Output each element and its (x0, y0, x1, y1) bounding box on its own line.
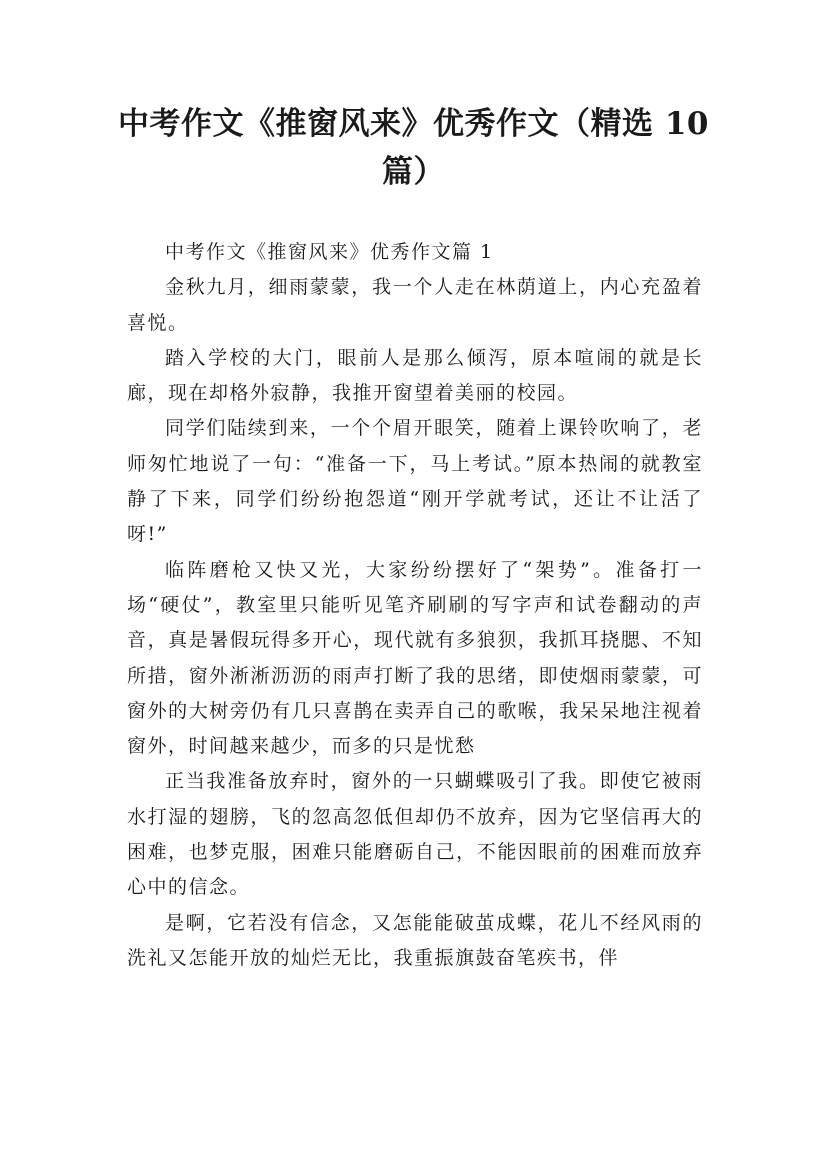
paragraph: 踏入学校的大门，眼前人是那么倾泻，原本喧闹的就是长廊，现在却格外寂静，我推开窗望着美丽的校园。 (127, 346, 703, 405)
document-body (127, 235, 703, 976)
paragraph: 是啊，它若没有信念，又怎能能破茧成蝶，花儿不经风雨的洗礼又怎能开放的灿烂无比，我重振旗鼓奋笔疾书，伴 (127, 911, 703, 969)
document-title: 中考作文《推窗风来》优秀作文（精选 10 篇） (118, 106, 709, 190)
paragraph: 同学们陆续到来，一个个眉开眼笑，随着上课铃吹响了，老师匆忙地说了一句：“准备一下，马上考试。”原本热闹的就教室静了下来，同学们纷纷抱怨道“刚开学就考试，还让不让活了呀!” (127, 417, 703, 546)
section-heading: 中考作文《推窗风来》优秀作文篇 1 (165, 241, 494, 263)
paragraph: 临阵磨枪又快又光，大家纷纷摆好了“架势”。准备打一场“硬仗”，教室里只能听见笔齐刷刷的写字声和试卷翻动的声音，真是暑假玩得多开心，现代就有多狼狈，我抓耳挠腮、不知所措，窗外淅淅沥沥的雨声打断了我的思绪，即使烟雨蒙蒙，可窗外的大树旁仍有几只喜鹊在卖弄自己的歌喉，我呆呆地注视着窗外，时间越来越少，而多的只是忧愁 (127, 558, 703, 758)
paragraph: 正当我准备放弃时，窗外的一只蝴蝶吸引了我。即使它被雨水打湿的翅膀，飞的忽高忽低但却仍不放弃，因为它坚信再大的困难，也梦克服，困难只能磨砺自己，不能因眼前的困难而放弃心中的信念。 (127, 770, 703, 899)
paragraph: 金秋九月，细雨蒙蒙，我一个人走在林荫道上，内心充盈着喜悦。 (127, 276, 703, 334)
